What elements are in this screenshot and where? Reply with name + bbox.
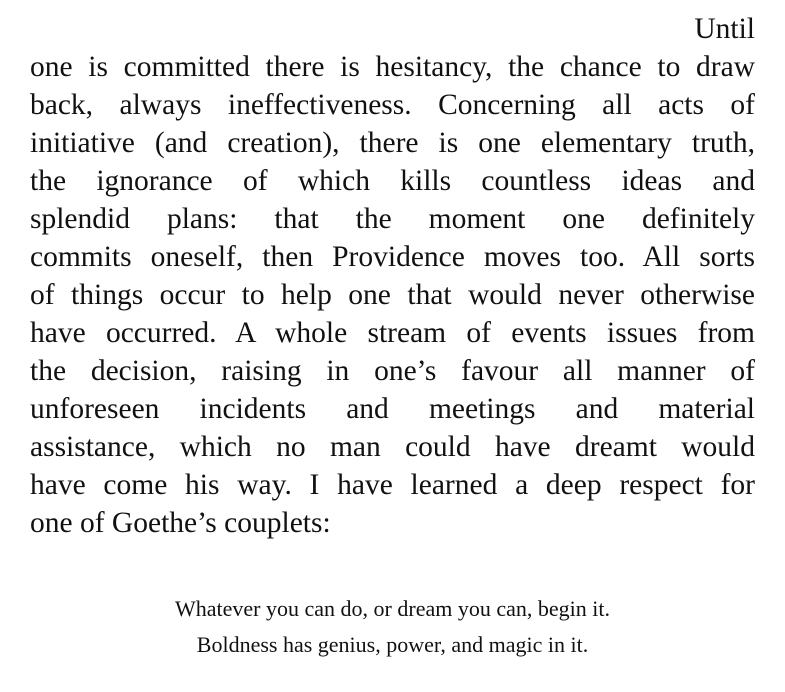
couplet-line-1: Whatever you can do, or dream you can, begin it. [175,596,610,621]
passage-line: the ignorance of which kills countless ideas and [30,165,755,197]
passage-line: Until [694,13,755,45]
passage-line: have occurred. A whole stream of events issues from [30,317,755,349]
passage-line: one is committed there is hesitancy, the chance to draw [30,51,755,83]
passage-line: one of Goethe’s couplets: [30,507,331,539]
passage-line: unforeseen incidents and meetings and material [30,393,755,425]
passage-line: commits oneself, then Providence moves too. All sorts [30,241,755,273]
passage-line: have come his way. I have learned a deep respect for [30,469,755,501]
passage-line: initiative (and creation), there is one elementary truth, [30,127,755,159]
couplet-line-2: Boldness has genius, power, and magic in it. [196,632,589,657]
passage-line: of things occur to help one that would never otherwise [30,279,755,311]
passage-line: the decision, raising in one’s favour all manner of [30,355,755,387]
passage-line: assistance, which no man could have dreamt would [30,431,755,463]
passage-line: back, always ineffectiveness. Concerning all acts of [30,89,755,121]
passage-line: splendid plans: that the moment one definitely [30,203,755,235]
